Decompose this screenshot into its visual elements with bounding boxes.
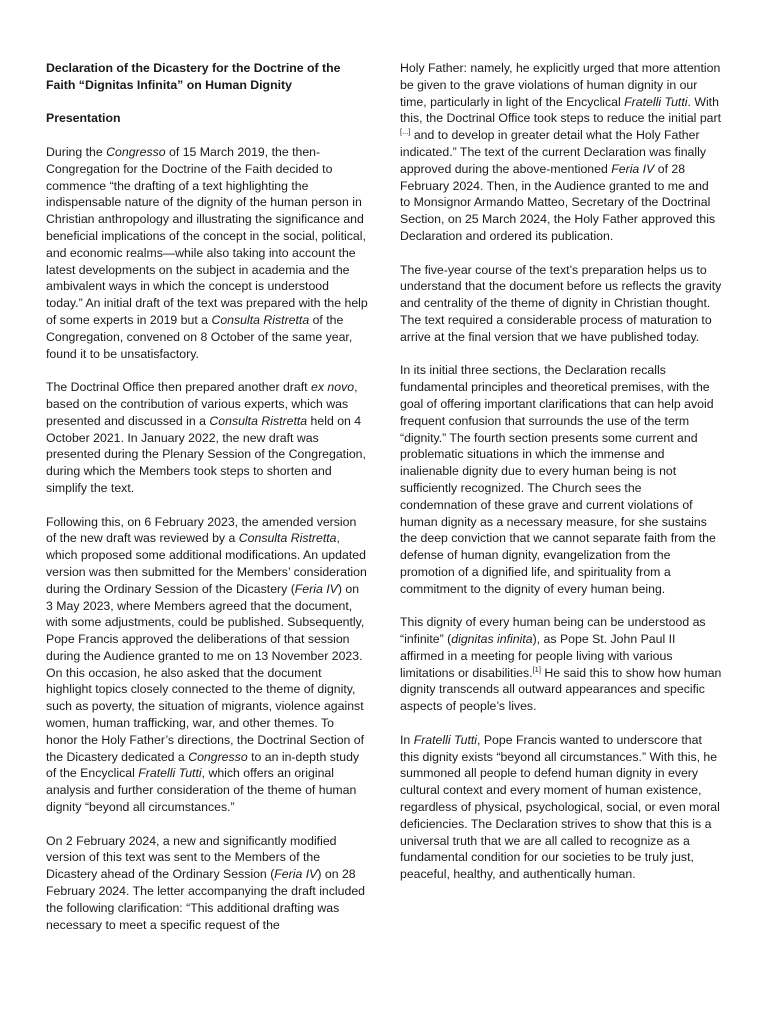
text-run: The five-year course of the text’s preparation helps us to understand that the document before us reflects the gravity and centrality of the theme of dignity in Christian thought. The text required a considerable process of maturation to arrive at the final version that we have published today. xyxy=(400,262,722,344)
paragraph xyxy=(46,379,368,497)
text-run: to an in-depth study of the Encyclical xyxy=(46,749,360,781)
italic-text: Consulta Ristretta xyxy=(211,312,310,327)
text-run: Following this, on 6 February 2023, the amended version of the new draft was reviewed by a xyxy=(46,514,357,546)
ellipsis-marker: [...] xyxy=(400,127,411,137)
text-run: He said this to show how human dignity transcends all outward appearances and specific aspects of people’s lives. xyxy=(400,665,722,714)
italic-text: ex novo xyxy=(311,380,355,395)
italic-text: Feria IV xyxy=(611,161,655,176)
italic-text: Consulta Ristretta xyxy=(238,531,337,546)
paragraph xyxy=(400,362,722,597)
text-run: , which proposed some additional modifications. An updated version was then submitted for the Members’ consideration during the Ordinary Session of the Dicastery ( xyxy=(46,531,367,596)
text-run: On 2 February 2024, a new and significantly modified version of this text was sent to the Members of the Dicastery ahead of the Ordinary Session ( xyxy=(46,833,337,882)
text-run: , Pope Francis wanted to underscore that this dignity exists “beyond all circumstances.” With this, he summoned all people to defend human dignity in every cultural context and every moment of human existence, regardless of physical, psychological, social, or even moral deficiencies. The Declaration strives to show that this is a universal truth that we are all called to recognize as a fundamental condition for our societies to be truly just, peaceful, healthy, and authentically human. xyxy=(400,732,720,882)
text-run: of 28 February 2024. Then, in the Audience granted to me and to Monsignor Armando Matteo, Secretary of the Doctrinal Section, on 25 March 2024, the Holy Father approved this Declaration and ordered its publication. xyxy=(400,161,716,243)
text-run: In xyxy=(400,732,414,747)
text-run: ) on 3 May 2023, where Members agreed that the document, with some adjustments, could be published. Subsequently, Pope Francis approved the deliberations of that session during the Audience granted to me on 13 November 2023. On this occasion, he also asked that the document highlight topics closely connected to the theme of dignity, such as poverty, the situation of migrants, violence against women, human trafficking, war, and other themes. To honor the Holy Father’s directions, the Doctrinal Section of the Dicastery dedicated a xyxy=(46,581,365,764)
text-run: . With this, the Doctrinal Office took steps to reduce the initial part xyxy=(400,94,722,126)
paragraph xyxy=(46,144,368,362)
text-run: , which offers an original analysis and further consideration of the theme of human dignity “beyond all circumstances.” xyxy=(46,766,357,815)
text-run: The Doctrinal Office then prepared another draft xyxy=(46,380,311,395)
section-heading: Presentation xyxy=(46,111,121,126)
paragraph xyxy=(46,833,368,934)
text-run: , based on the contribution of various experts, which was presented and discussed in a xyxy=(46,380,358,428)
footnote-link[interactable]: [1] xyxy=(532,664,541,674)
paragraph xyxy=(400,614,722,715)
paragraph xyxy=(46,514,368,816)
italic-text: dignitas infinita xyxy=(451,632,533,647)
italic-text: Feria IV xyxy=(294,581,338,596)
text-run: Holy Father: namely, he explicitly urged that more attention be given to the grave violations of human dignity in our time, particularly in light of the Encyclical xyxy=(400,61,721,109)
text-run: ), as Pope St. John Paul II affirmed in a meeting for people living with various limitations or disabilities. xyxy=(400,632,676,680)
left-column xyxy=(46,60,368,950)
document-title: Declaration of the Dicastery for the Doctrine of the Faith “Dignitas Infinita” on Human Dignity xyxy=(46,61,341,92)
right-column xyxy=(400,60,722,900)
italic-text: Feria IV xyxy=(274,867,318,882)
text-run: In its initial three sections, the Declaration recalls fundamental principles and theoretical premises, with the goal of offering important clarifications that can help avoid frequent confusion that surrounds the use of the term “dignity.” The fourth section presents some current and problematic situations in which the immense and inalienable dignity due to every human being is not sufficiently recognized. The Church sees the condemnation of these grave and current violations of human dignity as a necessary measure, for she sustains the deep conviction that we cannot separate faith from the defense of human dignity, evangelization from the promotion of a dignified life, and spirituality from a commitment to the dignity of every human being. xyxy=(400,363,716,596)
paragraph xyxy=(400,262,722,346)
text-run: of 15 March 2019, the then-Congregation for the Doctrine of the Faith decided to commence “the drafting of a text highlighting the indispensable nature of the dignity of the human person in Christian anthropology and illustrating the significance and beneficial implications of the concept in the social, political, and economic realms—while also taking into account the latest developments on the subject in academia and the ambivalent ways in which the concept is understood today.” An initial draft of the text was prepared with the help of some experts in 2019 but a xyxy=(46,144,368,327)
text-run: and to develop in greater detail what the Holy Father indicated.” The text of the current Declaration was finally approved during the above-mentioned xyxy=(400,128,706,176)
text-run: held on 4 October 2021. In January 2022, the new draft was presented during the Plenary Session of the Congregation, during which the Members took steps to shorten and simplify the text. xyxy=(46,413,366,495)
italic-text: Congresso xyxy=(106,144,166,159)
italic-text: Fratelli Tutti xyxy=(138,766,202,781)
italic-text: Fratelli Tutti xyxy=(413,732,478,747)
paragraph xyxy=(400,60,722,245)
text-run: ) on 28 February 2024. The letter accompanying the draft included the following clarification: “This additional drafting was necessary to meet a specific request of the xyxy=(46,867,365,932)
italic-text: Consulta Ristretta xyxy=(209,413,308,428)
paragraph xyxy=(400,732,722,883)
italic-text: Congresso xyxy=(188,749,248,764)
text-run: of the Congregation, convened on 8 October of the same year, found it to be unsatisfactory. xyxy=(46,312,353,361)
text-run: This dignity of every human being can be understood as “infinite” ( xyxy=(400,615,706,647)
text-run: During the xyxy=(46,144,107,159)
italic-text: Fratelli Tutti xyxy=(624,94,688,109)
